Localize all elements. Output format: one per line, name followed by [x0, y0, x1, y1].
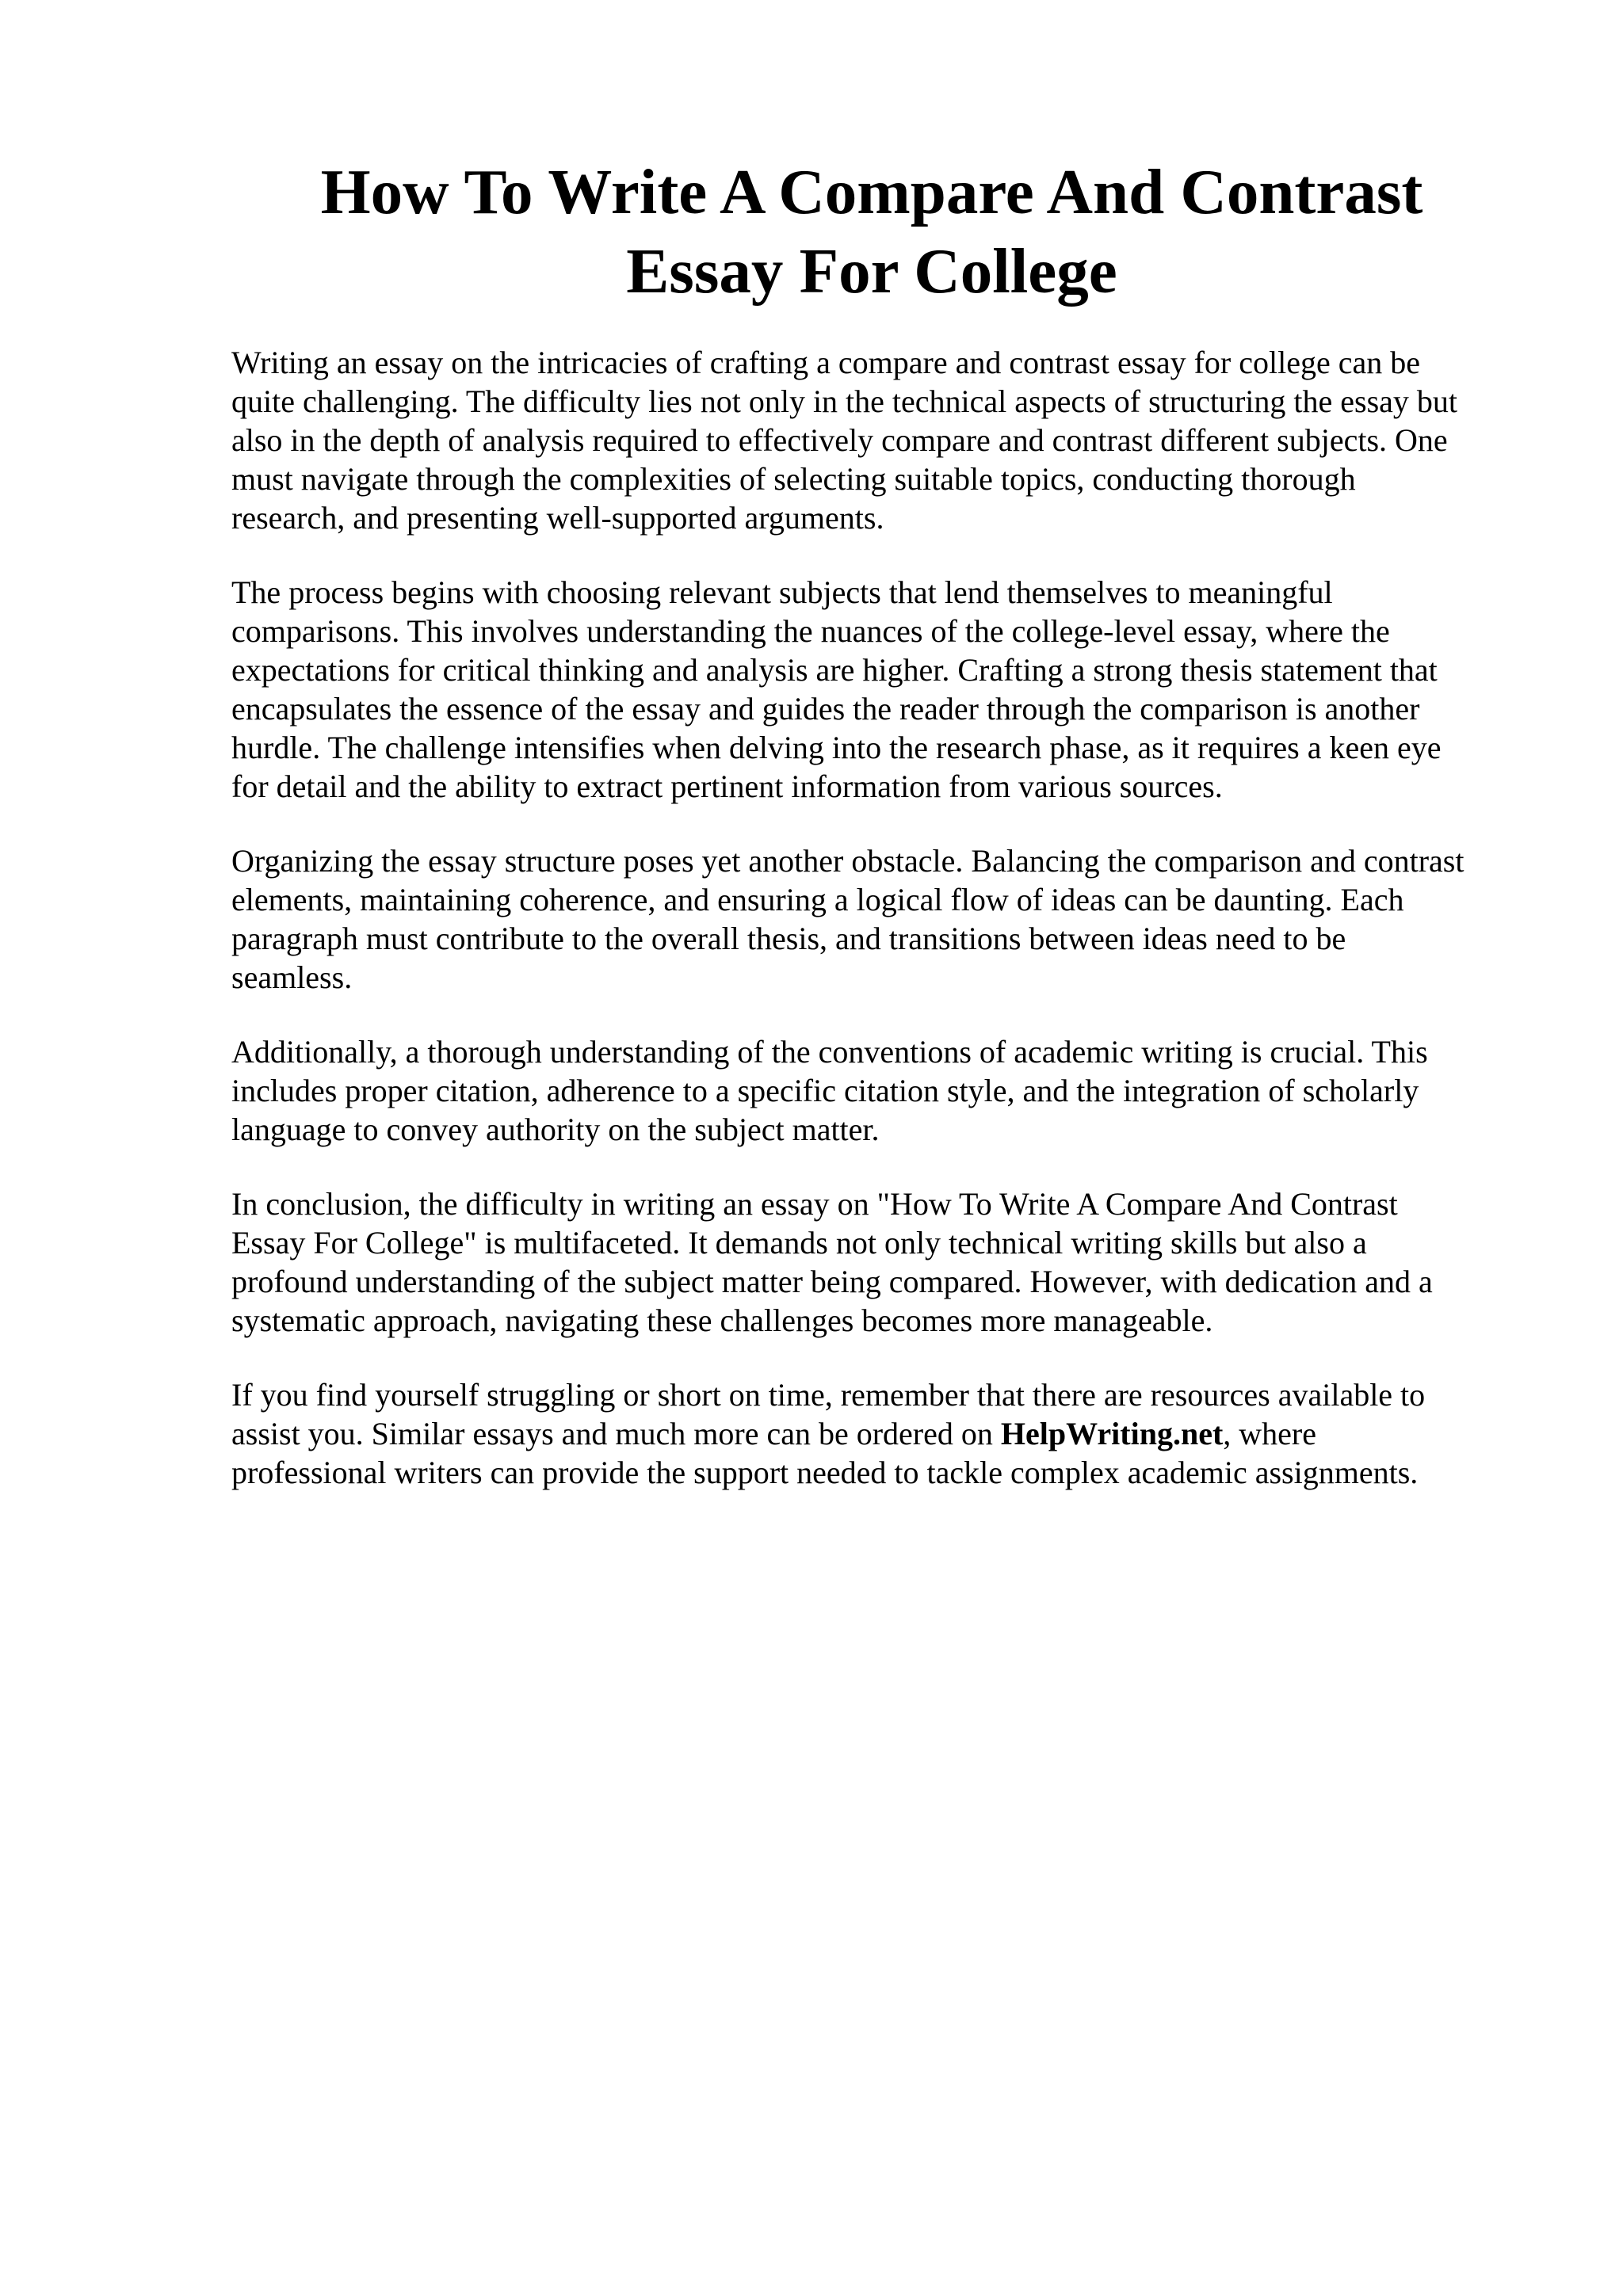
text-line: professional writers can provide the support needed to tackle complex academic assignments.: [231, 1455, 1419, 1490]
text-line: quite challenging. The difficulty lies not only in the technical aspects of structuring the essay but: [231, 383, 1458, 419]
text-line: Writing an essay on the intricacies of crafting a compare and contrast essay for college can be: [231, 345, 1420, 380]
text-line: language to convey authority on the subject matter.: [231, 1112, 880, 1147]
text-line: Essay For College" is multifaceted. It demands not only technical writing skills but also a: [231, 1225, 1367, 1261]
text-line: In conclusion, the difficulty in writing an essay on "How To Write A Compare And Contrast: [231, 1186, 1398, 1222]
text-line: must navigate through the complexities of selecting suitable topics, conducting thorough: [231, 461, 1356, 497]
text-fragment: , where: [1223, 1416, 1316, 1451]
text-fragment: assist you. Similar essays and much more can be ordered on: [231, 1416, 1001, 1451]
paragraph-intro: [231, 343, 1515, 537]
page-title: [230, 152, 1514, 311]
essay-body: [231, 343, 1515, 1527]
text-line: elements, maintaining coherence, and ensuring a logical flow of ideas can be daunting. Each: [231, 882, 1404, 917]
text-line: Organizing the essay structure poses yet another obstacle. Balancing the comparison and contrast: [231, 843, 1465, 879]
text-line: comparisons. This involves understanding the nuances of the college-level essay, where the: [231, 613, 1390, 649]
text-line: seamless.: [231, 959, 353, 995]
text-line: hurdle. The challenge intensifies when delving into the research phase, as it requires a keen eye: [231, 730, 1442, 765]
text-line: research, and presenting well-supported arguments.: [231, 500, 884, 536]
text-line: also in the depth of analysis required to effectively compare and contrast different subjects. One: [231, 422, 1448, 458]
paragraph-structure: [231, 841, 1515, 997]
paragraph-closing: [231, 1375, 1515, 1492]
text-line: The process begins with choosing relevant subjects that lend themselves to meaningful: [231, 574, 1333, 610]
title-line: How To Write A Compare And Contrast: [320, 156, 1423, 227]
text-line: profound understanding of the subject matter being compared. However, with dedication and a: [231, 1264, 1433, 1299]
text-line: for detail and the ability to extract pertinent information from various sources.: [231, 769, 1223, 804]
title-line: Essay For College: [626, 235, 1117, 307]
text-line: encapsulates the essence of the essay and guides the reader through the comparison is another: [231, 691, 1420, 727]
text-line: paragraph must contribute to the overall thesis, and transitions between ideas need to be: [231, 921, 1346, 956]
paragraph-conventions: [231, 1032, 1515, 1149]
brand-name: HelpWriting.net: [1000, 1416, 1224, 1451]
paragraph-conclusion: [231, 1184, 1515, 1340]
text-line: If you find yourself struggling or short on time, remember that there are resources available to: [231, 1377, 1426, 1413]
text-line: systematic approach, navigating these challenges becomes more manageable.: [231, 1302, 1213, 1338]
text-line: [231, 1414, 1515, 1453]
text-line: includes proper citation, adherence to a specific citation style, and the integration of scholarly: [231, 1073, 1419, 1108]
text-line: expectations for critical thinking and analysis are higher. Crafting a strong thesis statement that: [231, 652, 1438, 688]
text-line: Additionally, a thorough understanding of the conventions of academic writing is crucial. This: [231, 1034, 1428, 1070]
paragraph-process: [231, 573, 1515, 806]
